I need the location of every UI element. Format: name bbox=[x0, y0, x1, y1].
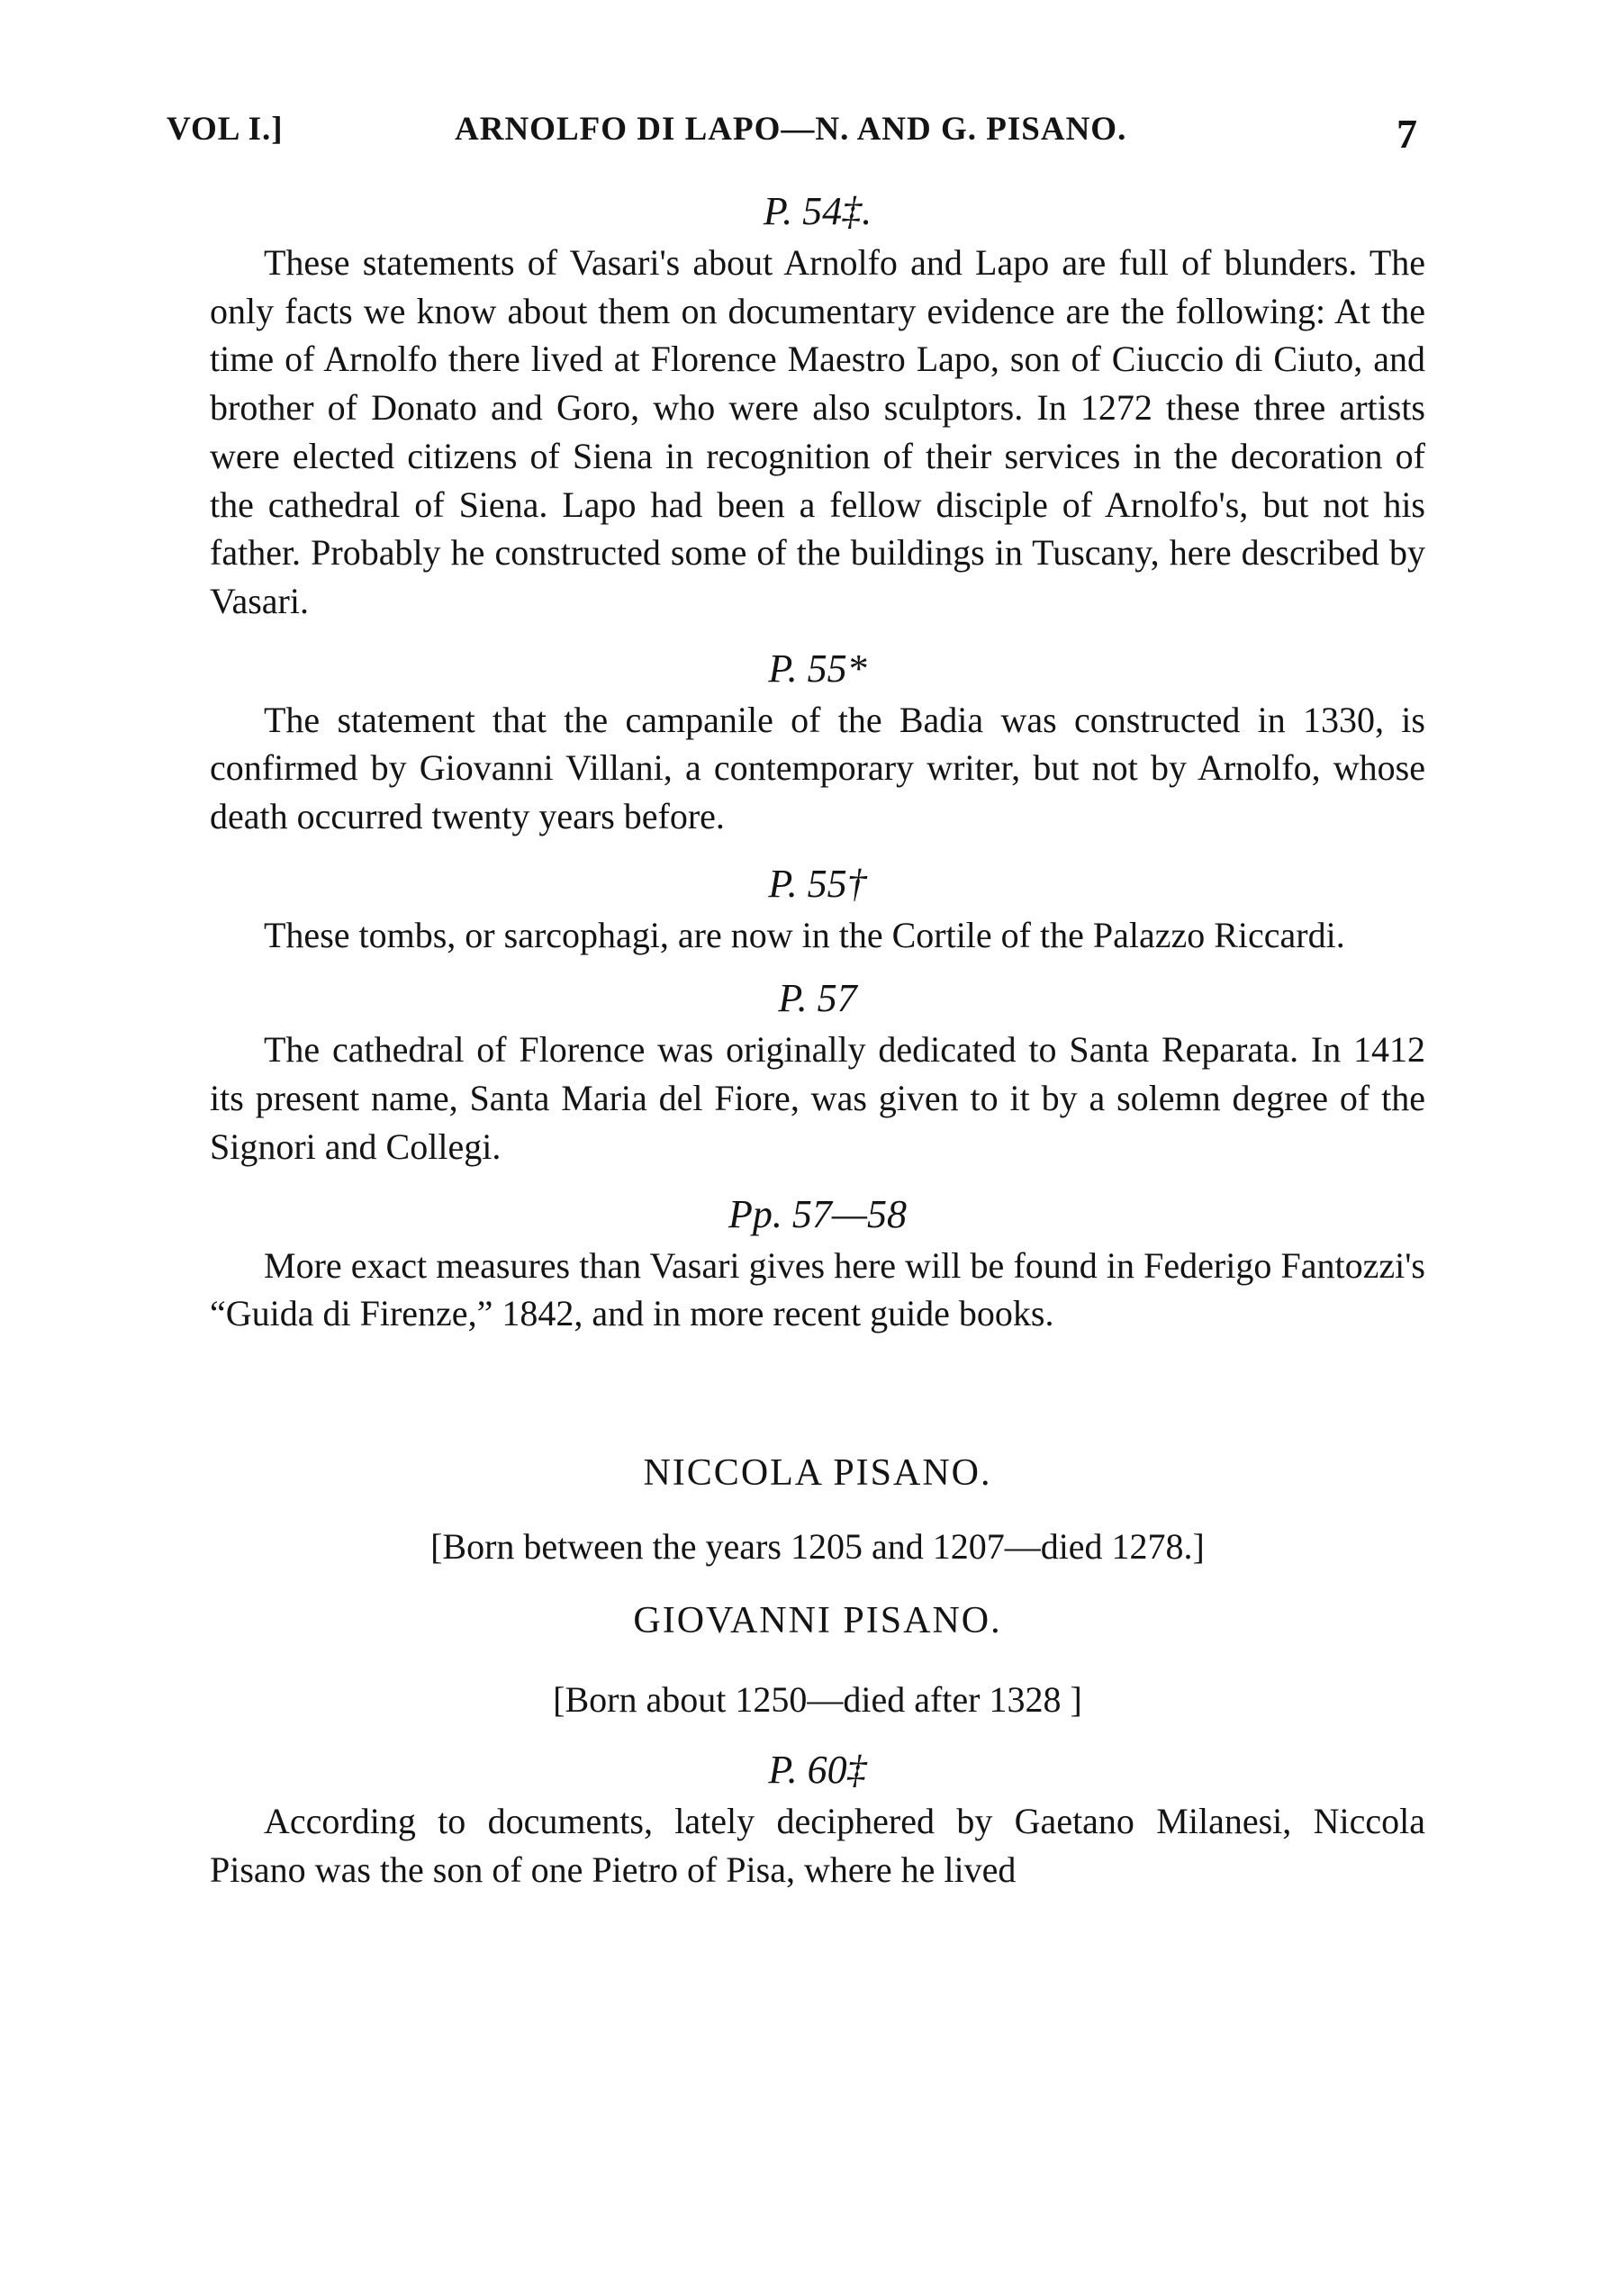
note-marker: P. 55* bbox=[768, 646, 867, 691]
note-marker: P. 60‡ bbox=[768, 1747, 867, 1792]
note-marker: P. 55† bbox=[768, 861, 867, 906]
note-text: These statements of Vasari's about Arnolfo and Lapo are full of blunders. The only facts we know about them on documentary evidence are the following: At the time of Arnolfo there lived at Florence Maestro Lapo, son of Ciuccio di Ciuto, and brother of Donato and Goro, who were also sculptors. In 1272 these three artists were elected citizens of Siena in recognition of their services in the decoration of the cathedral of Siena. Lapo had been a fellow disciple of Arnolfo's, but not his father. Probably he constructed some of the buildings in Tuscany, here described by Vasari. bbox=[210, 242, 1425, 621]
note-marker: Pp. 57—58 bbox=[728, 1191, 907, 1236]
note-text: More exact measures than Vasari gives here will be found in Federigo Fantozzi's “Guida di Firenze,” 1842, and in more recent guide books. bbox=[210, 1244, 1425, 1334]
notes-column bbox=[210, 185, 1425, 1894]
note-text: The cathedral of Florence was originally dedicated to Santa Reparata. In 1412 its present name, Santa Maria del Fiore, was given to it by a solemn degree of the Signori and Collegi. bbox=[210, 1029, 1425, 1167]
life-dates-giovanni: [Born about 1250—died after 1328 ] bbox=[553, 1678, 1082, 1720]
running-title: ARNOLFO DI LAPO—N. AND G. PISANO. bbox=[455, 111, 1127, 148]
life-dates-niccola: [Born between the years 1205 and 1207—died 1278.] bbox=[430, 1525, 1205, 1567]
note-text: The statement that the campanile of the Badia was constructed in 1330, is confirmed by Giovanni Villani, a contemporary writer, but not by Arnolfo, whose death occurred twenty years before. bbox=[210, 699, 1425, 837]
running-header bbox=[167, 110, 1418, 164]
note-marker: P. 57 bbox=[778, 976, 857, 1021]
note-text: These tombs, or sarcophagi, are now in the Cortile of the Palazzo Riccardi. bbox=[264, 914, 1345, 955]
note-text: According to documents, lately deciphered by Gaetano Milanesi, Niccola Pisano was the son of one Pietro of Pisa, where he lived bbox=[210, 1800, 1425, 1890]
section-heading-giovanni: GIOVANNI PISANO. bbox=[633, 1599, 1002, 1641]
volume-label: VOL I.] bbox=[167, 111, 284, 148]
page-number: 7 bbox=[1397, 111, 1418, 157]
note-marker: P. 54‡. bbox=[763, 189, 872, 233]
section-heading-niccola: NICCOLA PISANO. bbox=[643, 1451, 992, 1494]
